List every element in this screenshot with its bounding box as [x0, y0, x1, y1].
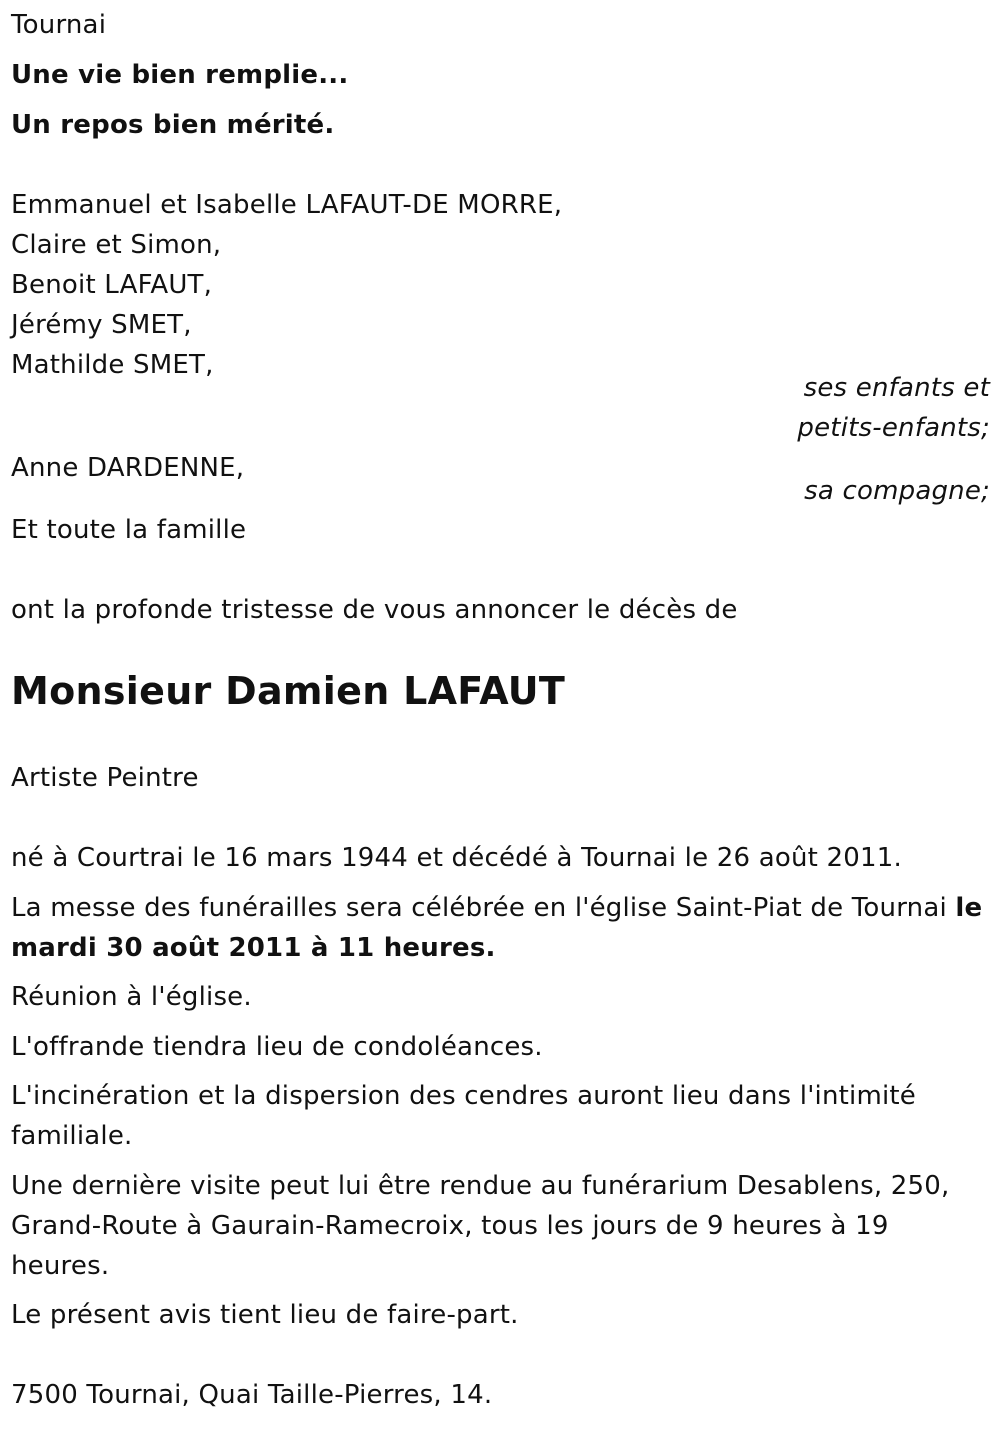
motto-line-1: Une vie bien remplie...: [11, 60, 349, 90]
family-member: Emmanuel et Isabelle LAFAUT-DE MORRE,: [11, 190, 563, 220]
grandchildren-role-label: petits-enfants;: [797, 413, 990, 443]
companion-role-label: sa compagne;: [804, 476, 990, 506]
motto-line-2: Un repos bien mérité.: [11, 110, 335, 140]
notice-statement: Le présent avis tient lieu de faire-part.: [11, 1300, 519, 1330]
offering-note: L'offrande tiendra lieu de condoléances.: [11, 1032, 543, 1062]
meeting-place: Réunion à l'église.: [11, 982, 252, 1012]
birth-death-dates: né à Courtrai le 16 mars 1944 et décédé à Tournai le 26 août 2011.: [11, 843, 902, 873]
family-member: Mathilde SMET,: [11, 350, 214, 380]
city-heading: Tournai: [11, 10, 107, 40]
children-role-label: ses enfants et: [803, 373, 990, 403]
companion-name: Anne DARDENNE,: [11, 453, 245, 483]
family-member: Jérémy SMET,: [11, 310, 192, 340]
contact-address: 7500 Tournai, Quai Taille-Pierres, 14.: [11, 1380, 493, 1410]
cremation-paragraph: L'incinération et la dispersion des cendres auront lieu dans l'intimité familiale.: [11, 1081, 917, 1151]
deceased-name: Monsieur Damien LAFAUT: [11, 669, 566, 713]
funeral-mass-paragraph: [11, 888, 993, 968]
deceased-profession: Artiste Peintre: [11, 763, 199, 793]
announcement-text: ont la profonde tristesse de vous annoncer le décès de: [11, 595, 738, 625]
family-member: Claire et Simon,: [11, 230, 222, 260]
funeral-mass-text: La messe des funérailles sera célébrée en l'église Saint-Piat de Tournai: [11, 893, 956, 923]
rest-of-family: Et toute la famille: [11, 515, 247, 545]
family-member: Benoit LAFAUT,: [11, 270, 213, 300]
funeral-mass-date: le mardi 30 août 2011 à 11 heures.: [11, 893, 983, 963]
visit-paragraph: Une dernière visite peut lui être rendue au funérarium Desablens, 250, Grand-Route à Gaurain-Ramecroix, tous les jours de 9 heures à 19 heures.: [11, 1171, 950, 1281]
